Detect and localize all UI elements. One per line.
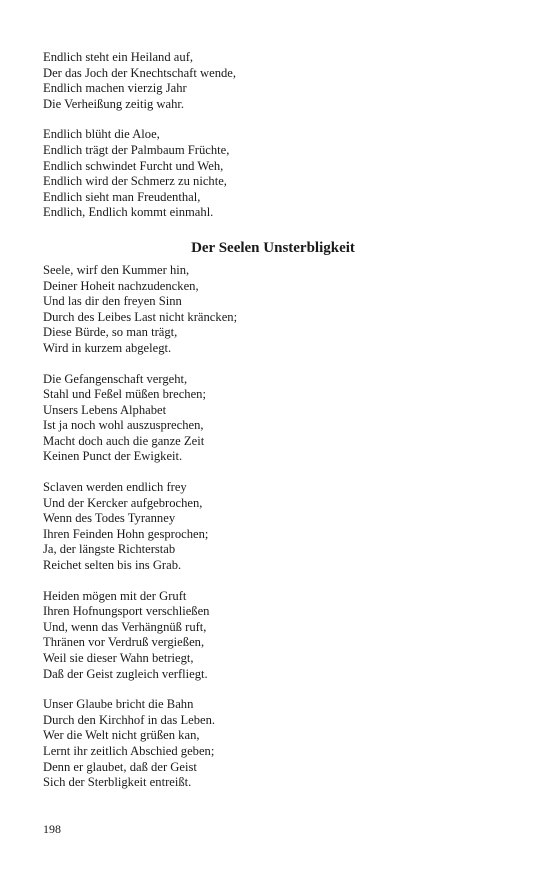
verse-line: Sclaven werden endlich frey (43, 480, 187, 495)
verse-line: Keinen Punct der Ewigkeit. (43, 449, 183, 464)
verse-line: Durch den Kirchhof in das Leben. (43, 712, 216, 727)
stanza (43, 480, 503, 574)
verse-line: Endlich steht ein Heiland auf, (43, 50, 194, 64)
verse-line: Stahl und Feßel müßen brechen; (43, 387, 206, 402)
verse-line: Ihren Hofnungsport verschließen (43, 604, 210, 619)
verse-line: Sich der Sterbligkeit entreißt. (43, 775, 192, 790)
poem-body (43, 263, 503, 791)
verse-line: Seele, wirf den Kummer hin, (43, 262, 190, 277)
verse-line: Endlich blüht die Aloe, (43, 127, 160, 142)
verse-line: Die Verheißung zeitig wahr. (43, 96, 185, 111)
verse-line: Deiner Hoheit nachzudencken, (43, 278, 199, 293)
verse-line: Denn er glaubet, daß der Geist (43, 759, 197, 774)
verse-line: Und, wenn das Verhängnüß ruft, (43, 619, 207, 634)
verse-line: Der das Joch der Knechtschaft wende, (43, 65, 237, 80)
verse-line: Die Gefangenschaft vergeht, (43, 371, 188, 386)
verse-line: Macht doch auch die ganze Zeit (43, 433, 205, 448)
stanza-gap (43, 465, 503, 480)
verse-line: Endlich trägt der Palmbaum Früchte, (43, 142, 230, 157)
verse-line: Ist ja noch wohl auszusprechen, (43, 418, 204, 433)
verse-line: Endlich machen vierzig Jahr (43, 81, 187, 96)
verse-line: Und las dir den freyen Sinn (43, 294, 182, 309)
page-number: 198 (43, 822, 61, 836)
verse-line: Wird in kurzem abgelegt. (43, 340, 172, 355)
stanza (43, 372, 503, 466)
verse-line: Lernt ihr zeitlich Abschied geben; (43, 743, 215, 758)
stanza (43, 127, 503, 221)
verse-line: Heiden mögen mit der Gruft (43, 588, 187, 603)
poem-title: Der Seelen Unsterbligkeit (191, 239, 355, 256)
verse-line: Endlich, Endlich kommt einmahl. (43, 205, 214, 220)
verse-line: Ja, der längste Richterstab (43, 542, 176, 557)
stanza (43, 697, 503, 791)
verse-line: Daß der Geist zugleich verfliegt. (43, 666, 208, 681)
verse-line: Endlich wird der Schmerz zu nichte, (43, 174, 227, 189)
previous-poem-ending (43, 50, 503, 221)
verse-line: Reichet selten bis ins Grab. (43, 558, 182, 573)
verse-line: Unsers Lebens Alphabet (43, 402, 167, 417)
verse-line: Und der Kercker aufgebrochen, (43, 495, 203, 510)
verse-line: Diese Bürde, so man trägt, (43, 325, 178, 340)
verse-line: Thränen vor Verdruß vergießen, (43, 635, 205, 650)
stanza (43, 589, 503, 683)
verse-line: Wenn des Todes Tyranney (43, 511, 176, 526)
verse-line: Durch des Leibes Last nicht kräncken; (43, 309, 238, 324)
verse-line: Endlich schwindet Furcht und Weh, (43, 158, 224, 173)
page-body (43, 50, 503, 791)
stanza (43, 50, 503, 112)
verse-line: Ihren Feinden Hohn gesprochen; (43, 526, 209, 541)
stanza-gap (43, 682, 503, 697)
verse-line: Endlich sieht man Freudenthal, (43, 189, 201, 204)
stanza-gap (43, 112, 503, 127)
verse-line: Wer die Welt nicht grüßen kan, (43, 728, 200, 743)
verse-line: Unser Glaube bricht die Bahn (43, 697, 194, 712)
stanza (43, 263, 503, 357)
verse-line: Weil sie dieser Wahn betriegt, (43, 651, 194, 665)
stanza-gap (43, 574, 503, 589)
stanza-gap (43, 357, 503, 372)
